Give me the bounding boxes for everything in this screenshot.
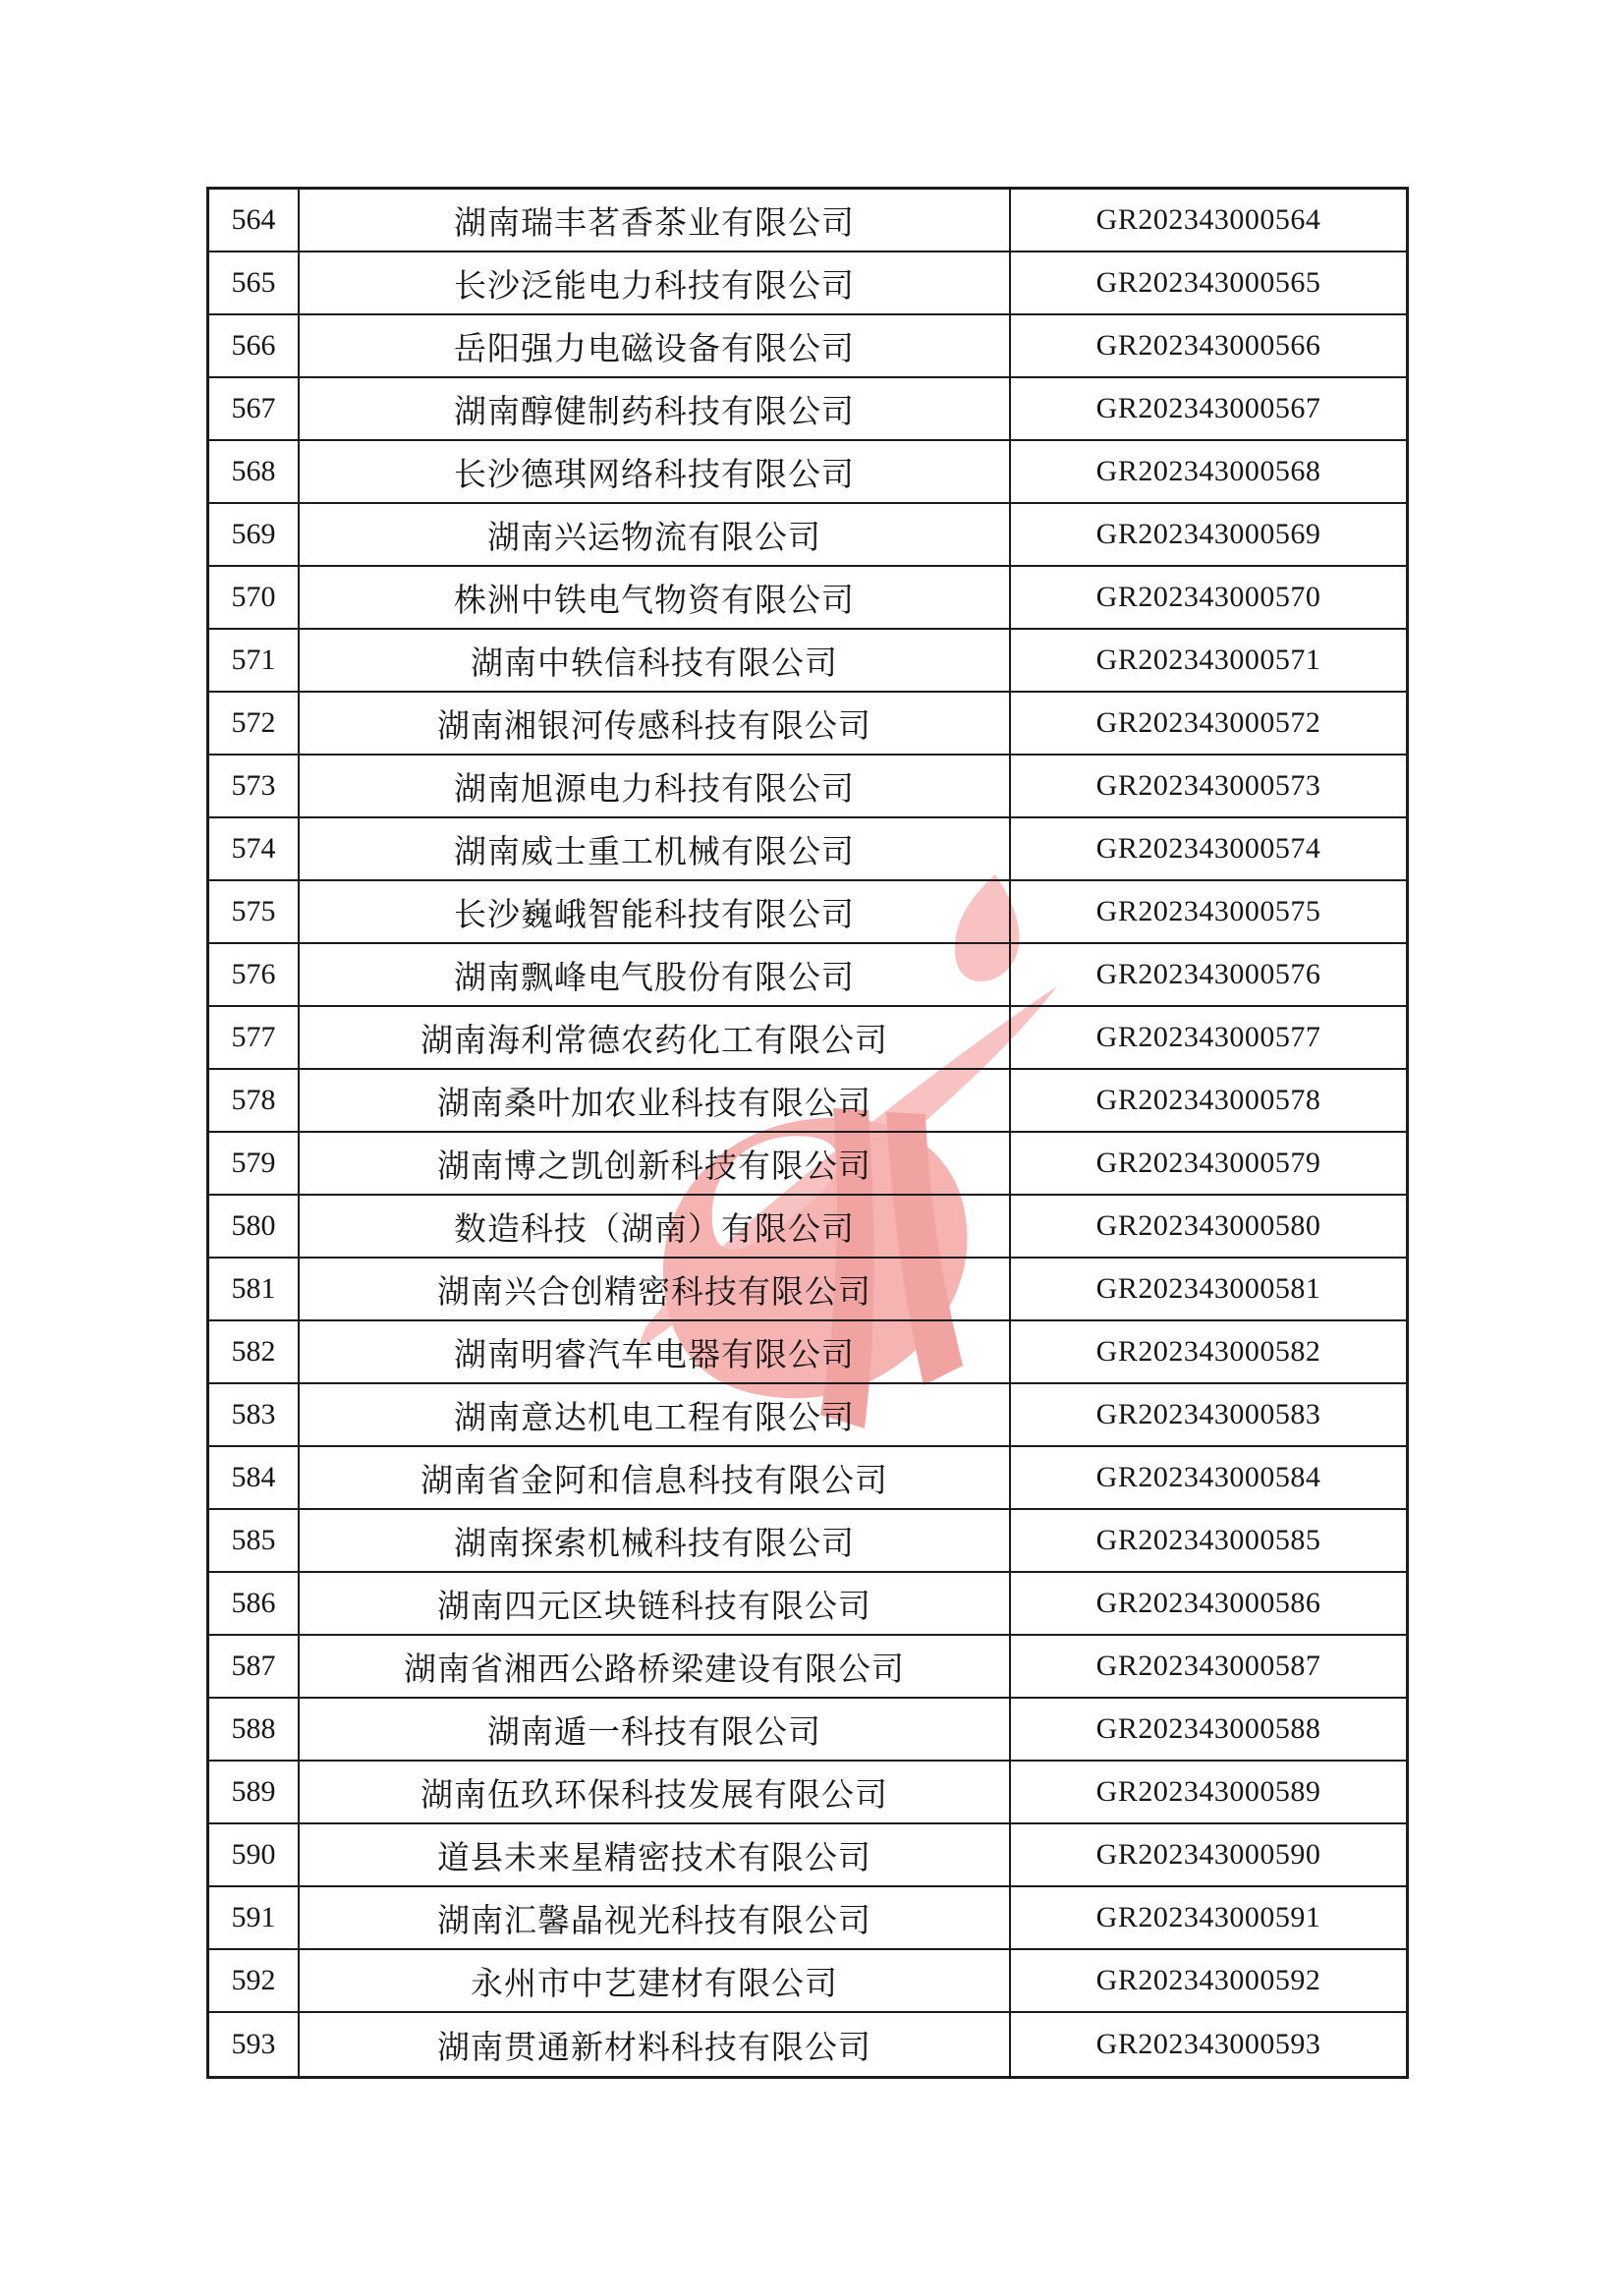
row-number-cell: 580 (209, 1196, 300, 1257)
table-row (209, 1447, 1406, 1510)
company-name-cell: 湖南旭源电力科技有限公司 (300, 756, 1011, 816)
table-row (209, 1573, 1406, 1636)
certificate-code-cell: GR202343000581 (1095, 1272, 1321, 1305)
row-number-cell: 591 (209, 1887, 300, 1948)
row-number-cell: 581 (209, 1259, 300, 1319)
certificate-code-cell: GR202343000575 (1095, 895, 1321, 927)
table-row (209, 252, 1406, 315)
certificate-code-cell: GR202343000578 (1095, 1084, 1321, 1116)
row-number-cell: 588 (209, 1699, 300, 1760)
certificate-code-cell: GR202343000584 (1095, 1461, 1321, 1493)
company-name-cell: 湖南湘银河传感科技有限公司 (300, 693, 1011, 754)
company-name-cell: 湖南省湘西公路桥梁建设有限公司 (300, 1636, 1011, 1697)
table-row (209, 1510, 1406, 1573)
row-number-cell: 583 (209, 1384, 300, 1445)
certificate-code-cell: GR202343000583 (1095, 1398, 1321, 1430)
table-row (209, 1007, 1406, 1070)
certificate-code-cell: GR202343000574 (1095, 832, 1321, 865)
row-number-cell: 577 (209, 1007, 300, 1068)
certificate-code-cell: GR202343000567 (1095, 392, 1321, 424)
table-row (209, 2013, 1406, 2076)
company-name-cell: 湖南威士重工机械有限公司 (300, 818, 1011, 879)
certificate-code-cell: GR202343000565 (1095, 266, 1321, 299)
table-row (209, 1196, 1406, 1259)
company-name-cell: 长沙德琪网络科技有限公司 (300, 441, 1011, 502)
company-name-cell: 湖南瑞丰茗香茶业有限公司 (300, 190, 1011, 251)
company-name-cell: 湖南遁一科技有限公司 (300, 1699, 1011, 1760)
company-name-cell: 湖南伍玖环保科技发展有限公司 (300, 1762, 1011, 1822)
company-name-cell: 永州市中艺建材有限公司 (300, 1950, 1011, 2011)
table-row (209, 315, 1406, 378)
table-row (209, 818, 1406, 881)
certificate-code-cell: GR202343000588 (1095, 1712, 1321, 1745)
row-number-cell: 574 (209, 818, 300, 879)
row-number-cell: 579 (209, 1133, 300, 1194)
row-number-cell: 593 (209, 2013, 300, 2076)
company-name-cell: 湖南探索机械科技有限公司 (300, 1510, 1011, 1571)
row-number-cell: 587 (209, 1636, 300, 1697)
row-number-cell: 566 (209, 315, 300, 376)
table-row (209, 1384, 1406, 1447)
row-number-cell: 578 (209, 1070, 300, 1131)
row-number-cell: 586 (209, 1573, 300, 1634)
company-name-cell: 湖南中轶信科技有限公司 (300, 630, 1011, 691)
certificate-code-cell: GR202343000579 (1095, 1147, 1321, 1179)
table-row (209, 504, 1406, 567)
certificate-code-cell: GR202343000585 (1095, 1524, 1321, 1556)
row-number-cell: 576 (209, 944, 300, 1005)
company-name-cell: 湖南兴运物流有限公司 (300, 504, 1011, 565)
table-row (209, 441, 1406, 504)
company-name-cell: 湖南飘峰电气股份有限公司 (300, 944, 1011, 1005)
company-name-cell: 湖南汇馨晶视光科技有限公司 (300, 1887, 1011, 1948)
company-name-cell: 湖南海利常德农药化工有限公司 (300, 1007, 1011, 1068)
certificate-code-cell: GR202343000572 (1095, 706, 1321, 739)
certificate-code-cell: GR202343000582 (1095, 1335, 1321, 1368)
table-row (209, 1762, 1406, 1824)
company-name-cell: 湖南醇健制药科技有限公司 (300, 378, 1011, 439)
row-number-cell: 569 (209, 504, 300, 565)
table-row (209, 1259, 1406, 1321)
company-name-cell: 湖南省金阿和信息科技有限公司 (300, 1447, 1011, 1508)
company-name-cell: 数造科技（湖南）有限公司 (300, 1196, 1011, 1257)
row-number-cell: 590 (209, 1824, 300, 1885)
certificate-code-cell: GR202343000573 (1095, 769, 1321, 802)
table-row (209, 693, 1406, 756)
table-row (209, 190, 1406, 252)
certificate-code-cell: GR202343000571 (1095, 644, 1321, 676)
certificate-code-cell: GR202343000569 (1095, 518, 1321, 550)
certificate-code-cell: GR202343000580 (1095, 1209, 1321, 1242)
row-number-cell: 573 (209, 756, 300, 816)
certificate-code-cell: GR202343000587 (1095, 1650, 1321, 1682)
table-row (209, 1824, 1406, 1887)
company-name-cell: 道县未来星精密技术有限公司 (300, 1824, 1011, 1885)
company-name-cell: 湖南博之凯创新科技有限公司 (300, 1133, 1011, 1194)
certificate-code-cell: GR202343000593 (1095, 2028, 1321, 2060)
certificate-code-cell: GR202343000576 (1095, 958, 1321, 990)
company-name-cell: 湖南兴合创精密科技有限公司 (300, 1259, 1011, 1319)
table-row (209, 1699, 1406, 1762)
table-row (209, 1321, 1406, 1384)
row-number-cell: 568 (209, 441, 300, 502)
row-number-cell: 575 (209, 881, 300, 942)
company-name-cell: 湖南意达机电工程有限公司 (300, 1384, 1011, 1445)
table-row (209, 1070, 1406, 1133)
row-number-cell: 565 (209, 252, 300, 313)
certificate-code-cell: GR202343000566 (1095, 329, 1321, 362)
table-row (209, 881, 1406, 944)
table-row (209, 1950, 1406, 2013)
row-number-cell: 582 (209, 1321, 300, 1382)
company-name-cell: 湖南明睿汽车电器有限公司 (300, 1321, 1011, 1382)
certificate-code-cell: GR202343000570 (1095, 581, 1321, 613)
row-number-cell: 564 (209, 190, 300, 251)
table-row (209, 567, 1406, 630)
table-row (209, 1636, 1406, 1699)
row-number-cell: 570 (209, 567, 300, 628)
table-row (209, 944, 1406, 1007)
certificate-code-cell: GR202343000589 (1095, 1775, 1321, 1808)
company-name-cell: 岳阳强力电磁设备有限公司 (300, 315, 1011, 376)
row-number-cell: 572 (209, 693, 300, 754)
company-name-cell: 长沙泛能电力科技有限公司 (300, 252, 1011, 313)
certificate-code-cell: GR202343000591 (1095, 1901, 1321, 1933)
company-name-cell: 湖南贯通新材料科技有限公司 (300, 2013, 1011, 2076)
table-row (209, 756, 1406, 818)
row-number-cell: 592 (209, 1950, 300, 2011)
certificate-code-cell: GR202343000577 (1095, 1021, 1321, 1053)
table-row (209, 1887, 1406, 1950)
certificate-code-cell: GR202343000590 (1095, 1838, 1321, 1871)
company-name-cell: 株洲中铁电气物资有限公司 (300, 567, 1011, 628)
certification-table (206, 187, 1409, 2079)
row-number-cell: 589 (209, 1762, 300, 1822)
row-number-cell: 567 (209, 378, 300, 439)
row-number-cell: 584 (209, 1447, 300, 1508)
certificate-code-cell: GR202343000592 (1095, 1964, 1321, 1996)
row-number-cell: 571 (209, 630, 300, 691)
company-name-cell: 湖南桑叶加农业科技有限公司 (300, 1070, 1011, 1131)
company-name-cell: 长沙巍峨智能科技有限公司 (300, 881, 1011, 942)
table-row (209, 630, 1406, 693)
table-row (209, 1133, 1406, 1196)
company-name-cell: 湖南四元区块链科技有限公司 (300, 1573, 1011, 1634)
certificate-code-cell: GR202343000564 (1095, 203, 1321, 236)
certificate-code-cell: GR202343000568 (1095, 455, 1321, 487)
certificate-code-cell: GR202343000586 (1095, 1587, 1321, 1619)
table-row (209, 378, 1406, 441)
row-number-cell: 585 (209, 1510, 300, 1571)
